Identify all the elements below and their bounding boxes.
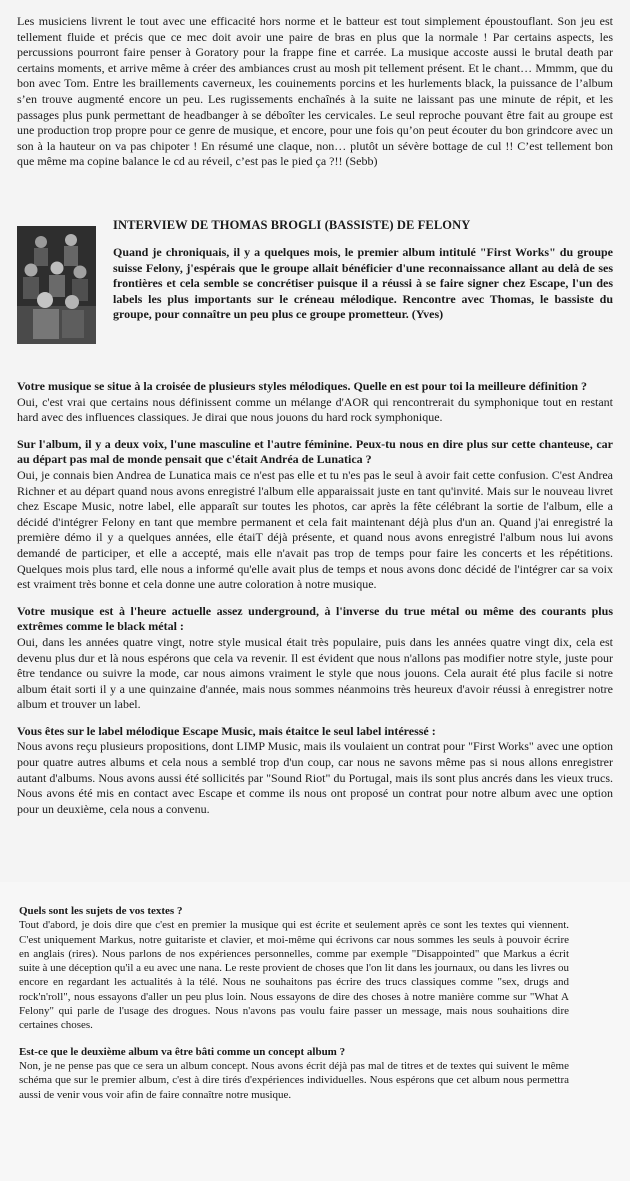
answer: Oui, c'est vrai que certains nous définissent comme un mélange d'AOR qui rencontrerait du symphonique tout en restant hard avec des influences classiques. Je dirai que nous jouons du hard rock symphonique. xyxy=(17,394,613,425)
question: Vous êtes sur le label mélodique Escape Music, mais étaitce le seul label intéressé : xyxy=(17,723,436,738)
question: Sur l'album, il y a deux voix, l'une masculine et l'autre féminine. Peux-tu nous en dire plus sur cette chanteuse, car au départ pas mal de monde pensait que c'était Andréa de Lunatica ? xyxy=(17,436,613,467)
answer: Tout d'abord, je dois dire que c'est en premier la musique qui est écrite et seulement après ce sont les textes qui viennent. C'est uniquement Markus, notre guitariste et clavier, et moi-même qui écrivons car nous sommes les seuls à pouvoir écrire en anglais (rires). Nous parlons de nos expériences personnelles, comme par exemple "Disappointed" que Markus a écrit suite à une déception qu'il a eu avec une nana. Le reste provient de choses que l'on lit dans les journaux, ou dans les livres ou encore en regardant les actualités à la télé. Nous ne souhaitons pas écrire des trucs classiques comme "sex, drugs and rock'n'roll", nous essayons d'aller un peu plus loin. Nous essayons de dire des choses à notre manière comme sur "What A Felony" qui parle de l'usage des drogues. Nous n'avons pas voulu faire passer un message, mais nous souhaitions dire certaines choses. xyxy=(19,919,569,1032)
qa-item xyxy=(17,604,613,713)
lower-scan-section xyxy=(0,882,630,1181)
question: Est-ce que le deuxième album va être bâti comme un concept album ? xyxy=(19,1045,346,1058)
band-photo-image xyxy=(17,226,96,344)
question: Quels sont les sujets de vos textes ? xyxy=(19,905,183,917)
qa-item xyxy=(19,904,569,1033)
question: Votre musique est à l'heure actuelle assez underground, à l'inverse du true métal ou même des courants plus extrêmes comme le black métal : xyxy=(17,603,613,634)
review-conclusion: Les musiciens livrent le tout avec une efficacité hors norme et le batteur est tout simplement époustouflant. Son jeu est tellement fluide et précis que ce mec doit avoir une paire de bras en plus que la normale ! Par certains aspects, les percussions pourront faire penser à Goratory pour la frappe fine et carrée. La musique accoste aussi le brutal death par certains moments, et arrive même à créer des ambiances crust au mosh pit tellement présent. Et le chant… Mmmm, que du bon avec Tom. Entre les braillements caverneux, les couinements porcins et les hurlements black, la puissance de l’album s’en trouve augmenté encore un peu. Les rugissements enchaînés à la suite ne laissant pas une minute de répit, et les passages plus punk permettant de headbanger à se déboîter les cervicales. Le seul reproche pouvant être fait au groupe est une production trop propre pour ce genre de musique, et encore, pour une fois qu’on peut écouter du bon grindcore avec un son à la hauteur on va pas chipoter ! En résumé une claque, non… plutôt un sévère bottage de cul !! C’est tellement bon que même ma copine balance le cd au réveil, c’est pas le pied ça ?!! (Sebb) xyxy=(17,14,613,169)
interview-title: INTERVIEW DE THOMAS BROGLI (BASSISTE) DE FELONY xyxy=(113,218,471,232)
answer: Nous avons reçu plusieurs propositions, dont LIMP Music, mais ils voulaient un contrat pour "First Works" avec une option pour quatre autres albums et cela nous a semblé trop d'un coup, car nous ne savons même pas si nous allons enregistrer autant d'albums. Nous avons aussi été sollicités par "Sound Riot" du Portugal, mais ils sont plus ancrés dans les vieux trucs. Nous avons été mis en contact avec Escape et comme ils nous ont proposé un contrat pour notre album avec une option pour un deuxième, cela nous a convenu. xyxy=(17,739,613,816)
answer: Non, je ne pense pas que ce sera un album concept. Nous avons écrit déjà pas mal de titres et de textes qui suivent le même schéma que sur le premier album, c'est à dire tirés d'expériences individuelles. Nous espérons que cet album nous permettra aussi de venir vous voir afin de faire connaître notre musique. xyxy=(19,1059,569,1101)
qa-item xyxy=(17,724,613,818)
band-photo xyxy=(17,226,96,344)
question: Votre musique se situe à la croisée de plusieurs styles mélodiques. Quelle en est pour toi la meilleure définition ? xyxy=(17,379,587,393)
interview-header xyxy=(17,218,613,368)
answer: Oui, je connais bien Andrea de Lunatica mais ce n'est pas elle et tu n'es pas le seul à avoir fait cette confusion. C'est Andrea Richner et au départ quand nous avons enregistré l'album elle apparaissait juste en tant qu'invité. Mais sur le nouveau livret chez Escape Music, notre label, elle apparaît sur toutes les photos, car après la fête célébrant la sortie de l'album, elle a décidé d'intégrer Felony en tant que membre permanent et cela fait maintenant déjà plus d'un an. Quand j'ai enregistré la première démo il y a quelques années, elle étaiT déjà présente, et quand nous avons enregistré l'album nous lui avons demandé de participer, et elle a accepté, mais elle n'avait pas trop de temps pour faire les concerts et les répétitions. Quelques mois plus tard, elle nous a informé qu'elle avait plus de temps et nous avons donc décidé de l'intégrer car sa voix est vraiment très bonne et cela donne une autre coloration à notre musique. xyxy=(17,467,613,592)
qa-item xyxy=(17,437,613,593)
qa-item xyxy=(17,379,613,426)
interview-intro: Quand je chroniquais, il y a quelques mois, le premier album intitulé "First Works" du groupe suisse Felony, j'espérais que le groupe allait bénéficier d'une reconnaissance allant au delà de ses frontières et cela semble se concrétiser puisque il a réussi à se faire signer chez Escape, l'un des labels les plus importants sur le créneau mélodique. Rencontre avec Thomas, le bassiste du groupe, pour connaître un peu plus ce groupe prometteur. (Yves) xyxy=(113,245,613,322)
qa-item xyxy=(19,1045,569,1102)
answer: Oui, dans les années quatre vingt, notre style musical était très populaire, puis dans les années quatre vingt dix, cela est devenu plus dur et là nous espérons que cela va revenir. Il est évident que nous n'allons pas modifier notre style, juste pour être tendance ou suivre la mode, car nous aimons vraiment le style que nous jouons. Cela aurait été plus facile si notre album était sorti il y a une quinzaine d'année, mais nous sommes néanmoins très heureux d'avoir réussi à enregistrer notre album et trouver un label. xyxy=(17,634,613,712)
